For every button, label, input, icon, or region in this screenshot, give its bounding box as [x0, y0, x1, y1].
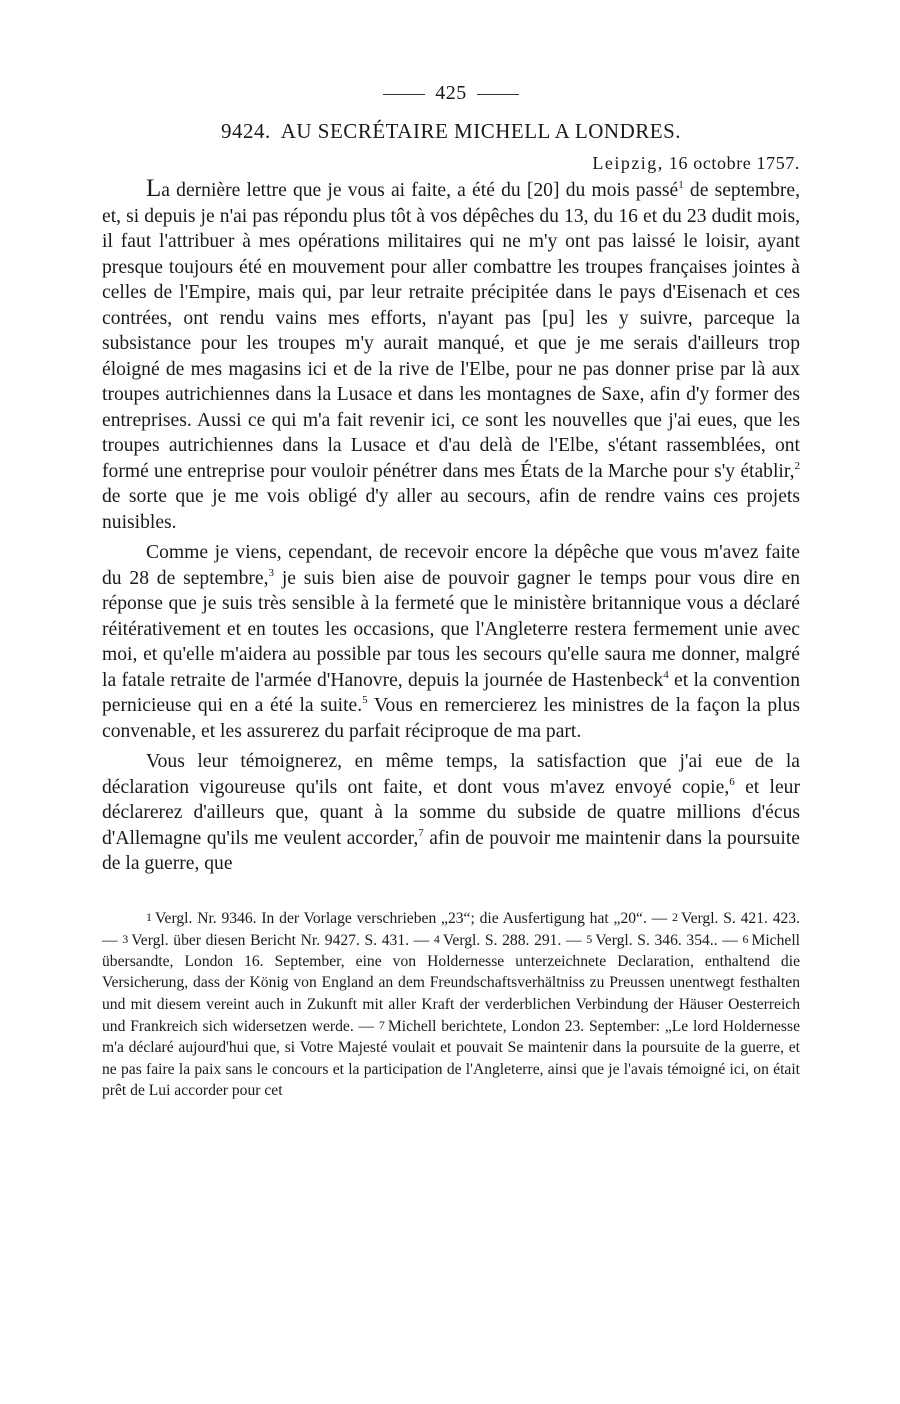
dateline [102, 150, 800, 176]
paragraph-3 [102, 749, 800, 877]
paragraph-text: je suis bien aise de pouvoir gagner le temps pour vous dire en réponse que je suis très sensible à la fermeté que le ministère britannique vous a déclaré réitérativement et en toutes les occasions, que l'Angleterre restera fermement unie avec moi, et qu'elle m'aidera au possible par tous les secours qu'elle saura me donner, malgré la fatale retraite de l'armée d'Hanovre, depuis la journée de Hastenbeck [102, 567, 801, 691]
paragraph-text: Vous en remercierez les ministres de la façon la plus convenable, et les assurerez du parfait réciproque de ma part. [102, 695, 800, 742]
initial-letter: L [146, 175, 162, 202]
letter-number: 9424. [220, 119, 271, 143]
footnote-ref: 6 [729, 775, 735, 788]
letter-title: AU SECRÉTAIRE MICHELL A LONDRES. [280, 119, 682, 143]
footnote-ref: 3 [268, 566, 275, 579]
document-page [102, 78, 800, 1101]
footnotes [102, 907, 800, 1102]
footnote-ref: 1 [678, 179, 684, 191]
page-number [102, 78, 800, 108]
letter-heading [102, 114, 800, 148]
letter-body [102, 176, 800, 877]
paragraph-text: afin de pouvoir me maintenir dans la poursuite de la guerre, que [102, 827, 800, 874]
paragraph-text: Vous leur témoignerez, en même temps, la satisfaction que j'ai eue de la déclaration vigoureuse qu'ils ont faite, et dont vous m'avez envoyé copie, [102, 751, 800, 798]
footnote-ref: 7 [418, 826, 424, 839]
left-rule [383, 94, 425, 95]
footnote-ref: 4 [663, 668, 669, 681]
paragraph-text: et leur déclarerez d'ailleurs que, quant à la somme du subside de quatre millions d'écus d'Allemagne qu'ils me veulent accorder, [102, 776, 800, 849]
paragraph-2 [102, 540, 800, 744]
letter-date: 16 octobre 1757. [668, 153, 800, 173]
footnote-marker: 3 [122, 931, 129, 946]
paragraph-text: de septembre, et, si depuis je n'ai pas répondu plus tôt à vos dépêches du 13, du 16 et du 23 dudit mois, il faut l'attribuer à mes opérations militaires qui ne m'y ont pas laissé le loisir, ayant presque toujours été en mouvement pour aller combattre les troupes françaises jointes à celles de l'Empire, mais qui, par leur retraite précipitée dans le pays d'Eisenach et ces contrées, ont rendu vains mes efforts, n'ayant pas [pu] les y suivre, parceque la subsistance pour les troupes m'y aurait manqué, et que je me serais d'ailleurs trop éloigné de mes magasins ici et de la rive de l'Elbe, pour ne pas donner prise par là aux troupes autrichiennes dans la Lusace et dans les montagnes de Saxe, afin d'y former des entreprises. Aussi ce qui m'a fait revenir ici, ce sont les nouvelles que j'ai eues, que les troupes autrichiennes dans la Lusace et d'au delà de l'Elbe, s'étant rassemblées, ont formé une entreprise pour vouloir pénétrer dans mes États de la Marche pour s'y établir, [102, 180, 800, 482]
footnote-text: Michell übersandte, London 16. September, eine von Holdernesse unterzeichnete Declaration, enthaltend die Versicherung, dass der König von England an dem Freundschaftsverhältniss zu Preussen unentwegt festhalten und mit diesem vereint auch in Zukunft mit aller Kraft der verderblichen Verbindung der Häuser Oesterreich und Frankreich sich widersetzen werde. — [102, 931, 800, 1035]
footnote-ref: 2 [794, 459, 800, 472]
footnote-marker: 5 [586, 931, 593, 946]
paragraph-text: de sorte que je me vois obligé d'y aller au secours, afin de rendre vains ces projets nuisibles. [102, 486, 800, 533]
paragraph-1 [102, 176, 800, 535]
paragraph-text: a dernière lettre que je vous ai faite, a été du [20] du mois passé [161, 180, 679, 201]
footnote-text: Vergl. S. 421. 423. — [102, 909, 800, 949]
paragraph-text: et la convention pernicieuse qui en a été la suite. [102, 669, 800, 716]
footnote-marker: 6 [742, 931, 749, 946]
footnote-marker: 1 [146, 909, 152, 924]
footnote-text: Michell berichtete, London 23. September: „Le lord Holdernesse m'a déclaré aujourd'hui que, si Votre Majesté voulait et pouvait Se maintenir dans la poursuite de la guerre, et ne pas faire la paix sans le concours et la participation de l'Angleterre, ainsi que je l'avais témoigné ici, on était prêt de Lui accorder pour cet [102, 1017, 800, 1099]
footnote-text: Vergl. S. 346. 354.. — [595, 931, 743, 949]
footnote-marker: 2 [672, 909, 679, 924]
right-rule [477, 94, 519, 95]
footnote-text: Vergl. Nr. 9346. In der Vorlage verschrieben „23“; die Ausfertigung hat „20“. — [155, 909, 673, 927]
page-number-text: 425 [435, 82, 467, 104]
footnote-text: Vergl. über diesen Bericht Nr. 9427. S. 431. — [131, 931, 434, 949]
footnote-marker: 4 [433, 931, 440, 946]
footnote-marker: 7 [378, 1017, 385, 1032]
paragraph-text: Comme je viens, cependant, de recevoir encore la dépêche que vous m'avez faite du 28 de septembre, [102, 542, 800, 589]
letter-place: Leipzig, [592, 153, 664, 173]
footnote-block [102, 907, 800, 1102]
footnote-text: Vergl. S. 288. 291. — [442, 931, 587, 949]
footnote-ref: 5 [362, 694, 368, 706]
